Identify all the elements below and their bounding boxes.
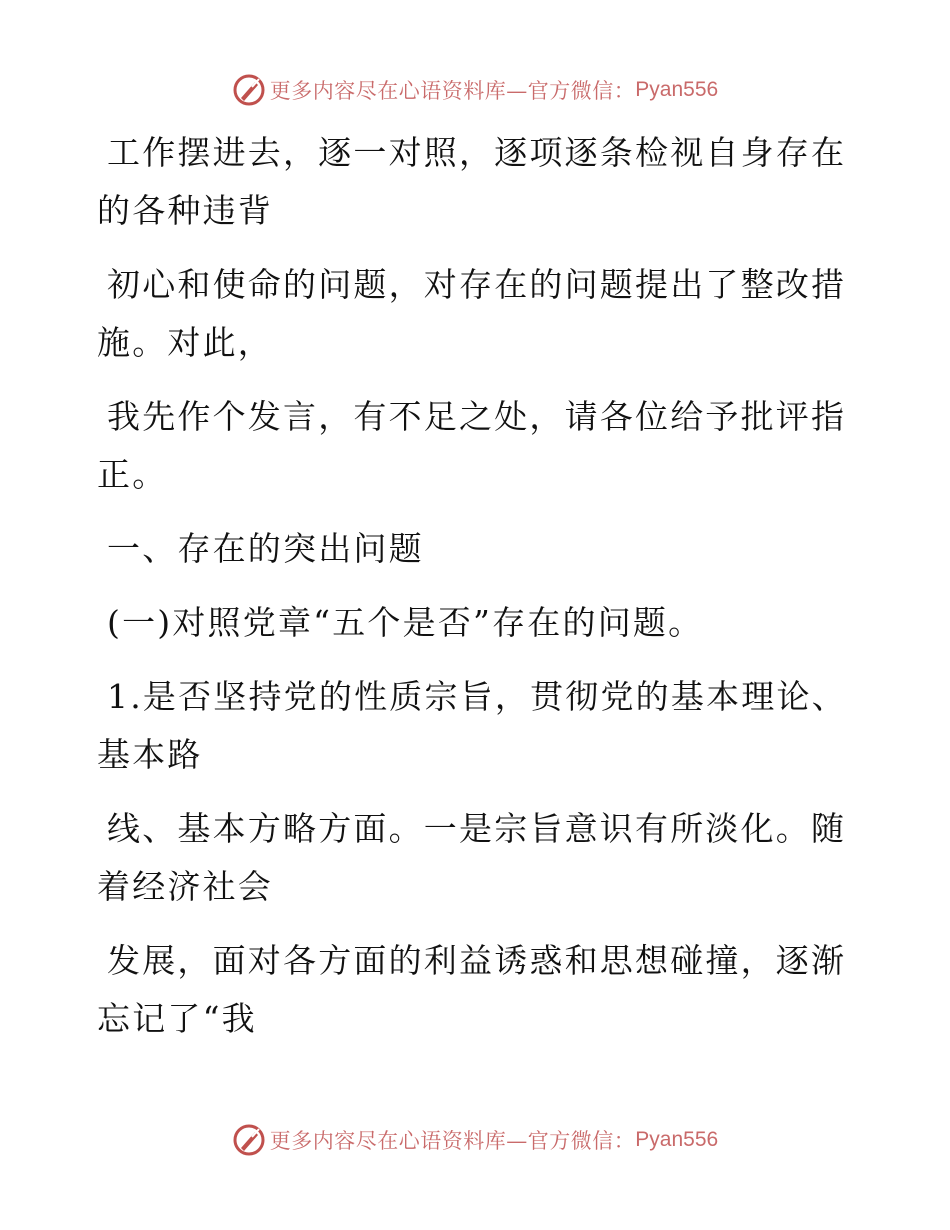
text-line: 初心和使命的问题，对存在的问题提出了整改措 <box>107 265 847 304</box>
paragraph <box>97 124 847 240</box>
paragraph <box>97 256 847 372</box>
banner-text: 更多内容尽在心语资料库—官方微信： <box>269 79 636 103</box>
text-line: 忘记了“我 <box>97 999 257 1038</box>
banner-text: 更多内容尽在心语资料库—官方微信： <box>269 1129 636 1153</box>
pen-seal-icon <box>232 73 266 107</box>
pen-seal-icon <box>232 1123 266 1157</box>
text-line: 基本路 <box>97 735 203 774</box>
paragraph <box>97 800 847 916</box>
paragraph <box>97 388 847 504</box>
text-line: 我先作个发言，有不足之处，请各位给予批评指 <box>107 397 847 436</box>
footer-banner <box>0 1120 950 1160</box>
text-line: 线、基本方略方面。一是宗旨意识有所淡化。随 <box>107 809 847 848</box>
subsection-heading <box>97 594 837 652</box>
header-banner <box>0 70 950 110</box>
document-body <box>97 124 847 1048</box>
text-line: 的各种违背 <box>97 191 273 230</box>
text-line: 着经济社会 <box>97 867 273 906</box>
text-line: (一)对照党章“五个是否”存在的问题。 <box>107 603 704 642</box>
paragraph <box>97 932 847 1048</box>
paragraph <box>97 668 847 784</box>
text-line: 一、存在的突出问题 <box>107 529 424 568</box>
text-line: 正。 <box>97 455 168 494</box>
section-heading <box>97 520 837 578</box>
text-line: 1.是否坚持党的性质宗旨，贯彻党的基本理论、 <box>107 677 847 716</box>
text-line: 发展，面对各方面的利益诱惑和思想碰撞，逐渐 <box>107 941 847 980</box>
wechat-id: Pyan556 <box>635 1128 719 1151</box>
text-line: 工作摆进去，逐一对照，逐项逐条检视自身存在 <box>107 133 847 172</box>
wechat-id: Pyan556 <box>635 78 719 101</box>
text-line: 施。对此， <box>97 323 273 362</box>
